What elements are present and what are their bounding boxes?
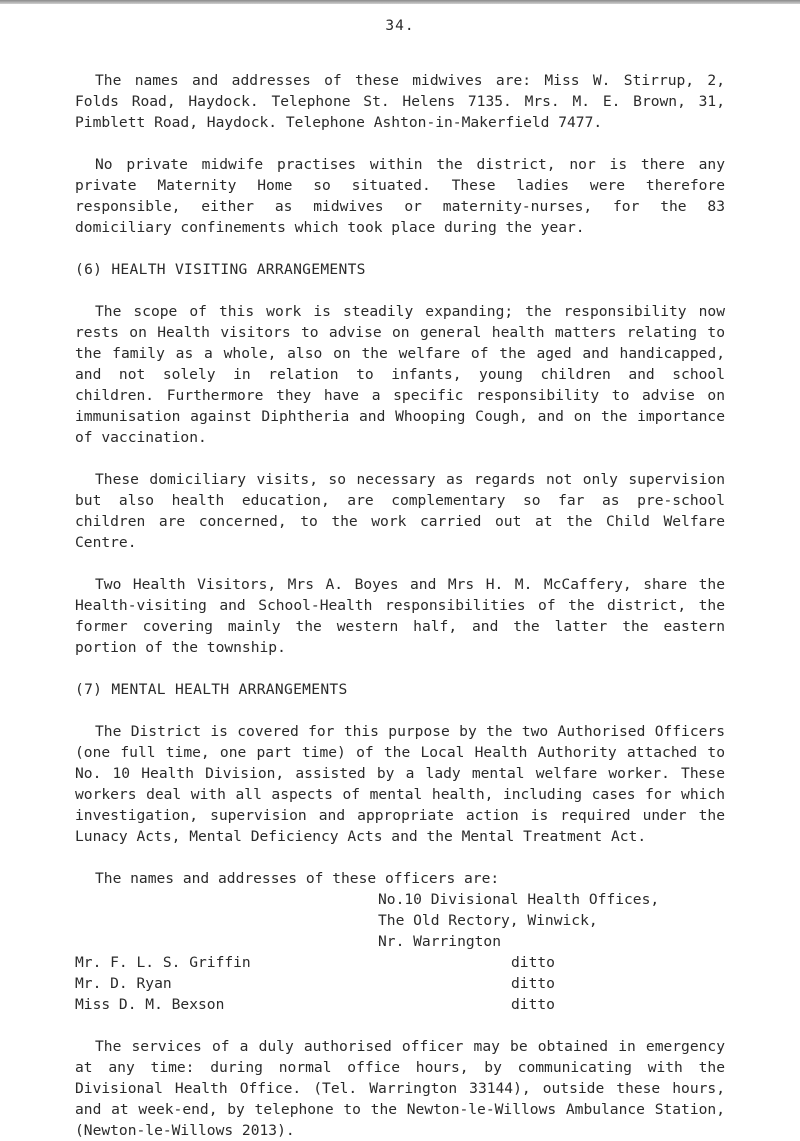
- document-body: [75, 70, 725, 1141]
- officer-address: ditto: [511, 954, 555, 971]
- page-number: 34.: [385, 18, 415, 34]
- officer-name: Mr. D. Ryan: [75, 975, 172, 992]
- top-border-rule: [0, 0, 800, 4]
- health-visiting-paragraph-2: These domiciliary visits, so necessary as regards not only supervision but also health education, are complementary so far as pre-school children are concerned, to the work carried out at the Child Welfare Centre.: [75, 471, 725, 551]
- officers-intro: The names and addresses of these officers are:: [95, 870, 500, 887]
- officers-list: [75, 952, 725, 1015]
- health-visiting-paragraph-1: The scope of this work is steadily expanding; the responsibility now rests on Health visitors to advise on general health matters relating to the family as a whole, also on the welfare of the aged and handicapped, and not solely in relation to infants, young children and school children. Furthermore they have a specific responsibility to advise on immunisation against Diphtheria and Whooping Cough, and on the importance of vaccination.: [75, 303, 725, 446]
- officer-address: ditto: [511, 996, 555, 1013]
- officer-address: ditto: [511, 975, 555, 992]
- office-address-line: Nr. Warrington: [378, 933, 502, 950]
- office-address-line: The Old Rectory, Winwick,: [378, 912, 598, 929]
- officer-row: [75, 973, 725, 994]
- officer-row: [75, 952, 725, 973]
- health-visiting-heading: (6) HEALTH VISITING ARRANGEMENTS: [75, 261, 366, 278]
- closing-paragraph: The services of a duly authorised officer may be obtained in emergency at any time: during normal office hours, by communicating with the Divisional Health Office. (Tel. Warrington 33144), outside these hours, and at week-end, by telephone to the Newton-le-Willows Ambulance Station, (Newton-le-Willows 2013).: [75, 1038, 725, 1139]
- office-address: [75, 889, 725, 952]
- mental-health-paragraph: The District is covered for this purpose by the two Authorised Officers (one full time, one part time) of the Local Health Authority attached to No. 10 Health Division, assisted by a lady mental welfare worker. These workers deal with all aspects of mental health, including cases for which investigation, supervision and appropriate action is required under the Lunacy Acts, Mental Deficiency Acts and the Mental Treatment Act.: [75, 723, 725, 845]
- officer-name: Miss D. M. Bexson: [75, 996, 225, 1013]
- officer-name: Mr. F. L. S. Griffin: [75, 954, 251, 971]
- officer-row: [75, 994, 725, 1015]
- private-midwife-paragraph: No private midwife practises within the district, nor is there any private Maternity Home so situated. These ladies were therefore responsible, either as midwives or maternity-nurses, for the 83 domiciliary confinements which took place during the year.: [75, 156, 725, 236]
- office-address-line: No.10 Divisional Health Offices,: [378, 891, 660, 908]
- health-visiting-paragraph-3: Two Health Visitors, Mrs A. Boyes and Mrs H. M. McCaffery, share the Health-visiting and School-Health responsibilities of the district, the former covering mainly the western half, and the latter the eastern portion of the township.: [75, 576, 725, 656]
- mental-health-heading: (7) MENTAL HEALTH ARRANGEMENTS: [75, 681, 348, 698]
- midwives-paragraph: The names and addresses of these midwives are: Miss W. Stirrup, 2, Folds Road, Haydock. Telephone St. Helens 7135. Mrs. M. E. Brown, 31, Pimblett Road, Haydock. Telephone Ashton-in-Makerfield 7477.: [75, 72, 725, 131]
